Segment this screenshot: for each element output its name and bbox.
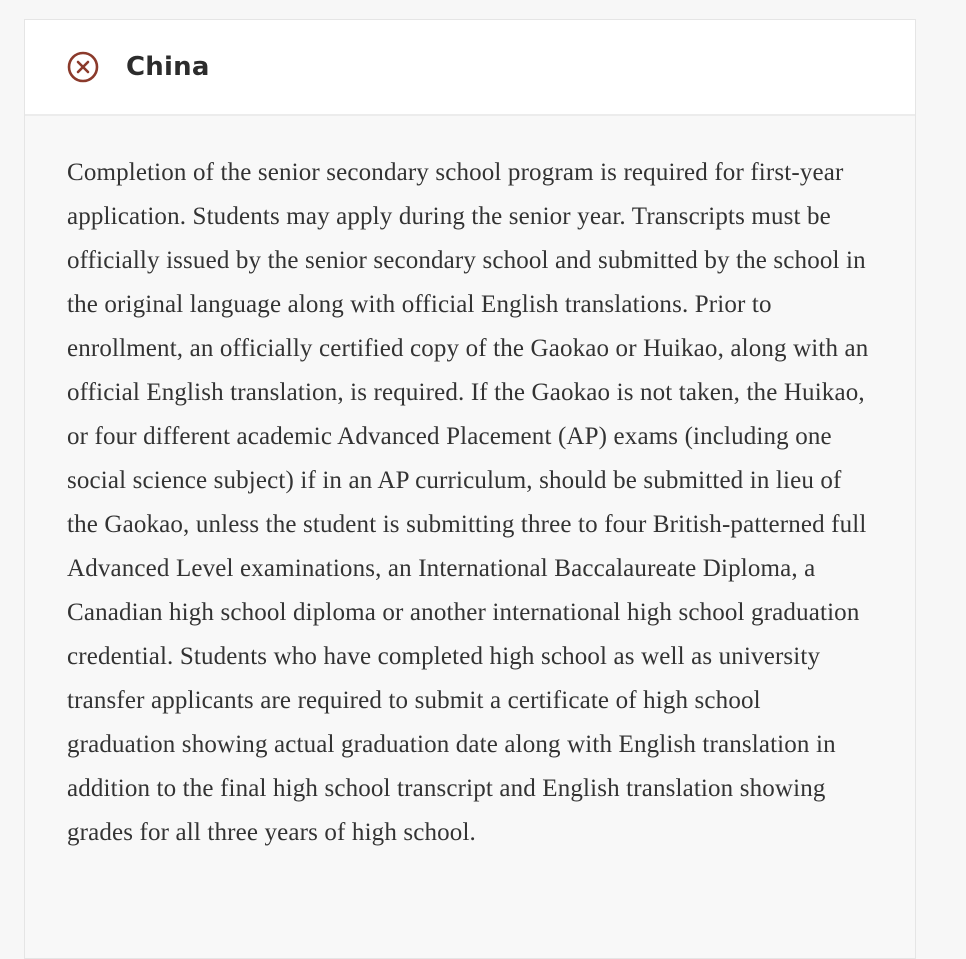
accordion-body xyxy=(25,116,915,855)
requirements-text: Completion of the senior secondary school program is required for first-year application. Students may apply during the senior year. Transcripts must be officially issued by the senior secondary school and submitted by the school in the original language along with official English translations. Prior to enrollment, an officially certified copy of the Gaokao or Huikao, along with an official English translation, is required. If the Gaokao is not taken, the Huikao, or four different academic Advanced Placement (AP) exams (including one social science subject) if in an AP curriculum, should be submitted in lieu of the Gaokao, unless the student is submitting three to four British-patterned full Advanced Level examinations, an International Baccalaureate Diploma, a Canadian high school diploma or another international high school graduation credential. Students who have completed high school as well as university transfer applicants are required to submit a certificate of high school graduation showing actual graduation date along with English translation in addition to the final high school transcript and English translation showing grades for all three years of high school. xyxy=(67,159,869,846)
accordion-title: China xyxy=(126,52,210,82)
country-accordion xyxy=(24,19,916,959)
accordion-header-china[interactable] xyxy=(25,20,915,116)
close-circle-icon[interactable] xyxy=(67,51,99,83)
